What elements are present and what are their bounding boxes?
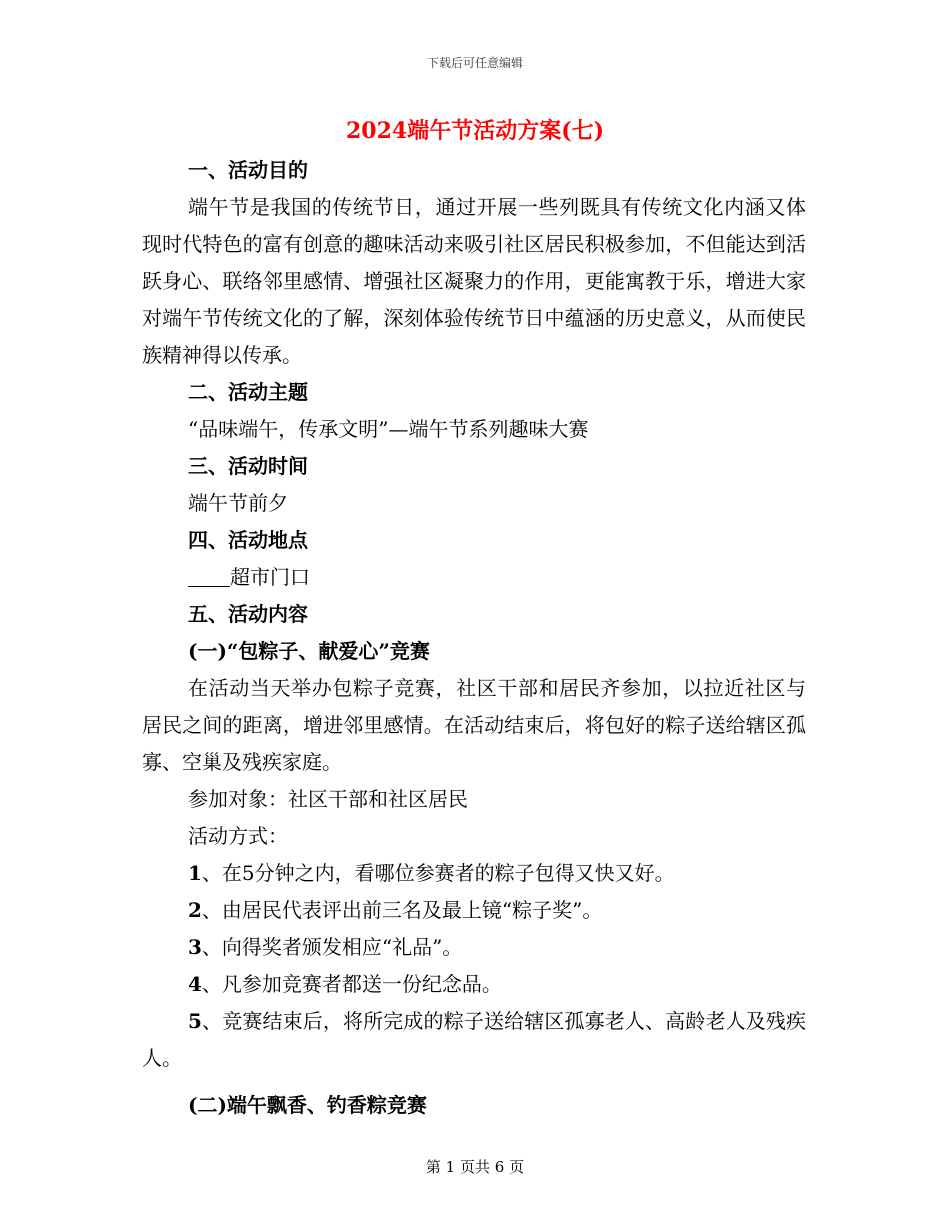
header-note: 下载后可任意编辑 [426, 56, 523, 70]
section-text-location [142, 559, 806, 596]
section-text-theme: “品味端午，传承文明”—端午节系列趣味大赛 [188, 417, 589, 441]
location-text: 超市门口 [230, 565, 310, 589]
subsection-heading-2: (二)端午飘香、钓香粽竞赛 [188, 1093, 427, 1117]
subsection-text-1: 在活动当天举办包粽子竞赛，社区干部和居民齐参加，以拉近社区与居民之间的距离，增进邻里感情。在活动结束后，将包好的粽子送给辖区孤寡、空巢及残疾家庭。 [142, 676, 806, 774]
list-item: 2、由居民代表评出前三名及最上镜“粽子奖”。 [188, 898, 603, 922]
document-body [142, 152, 806, 1124]
document-title: 2024端午节活动方案(七) [345, 118, 605, 144]
section-heading-location: 四、活动地点 [188, 528, 308, 552]
section-text-purpose: 端午节是我国的传统节日，通过开展一些列既具有传统文化内涵又体现时代特色的富有创意的趣味活动来吸引社区居民积极参加，不但能达到活跃身心、联络邻里感情、增强社区凝聚力的作用，更能寓教于乐，增进大家对端午节传统文化的了解，深刻体验传统节日中蕴涵的历史意义，从而使民族精神得以传承。 [142, 195, 806, 367]
section-heading-time: 三、活动时间 [188, 454, 308, 478]
section-heading-content: 五、活动内容 [188, 602, 308, 626]
section-heading-theme: 二、活动主题 [188, 380, 308, 404]
list-item: 1、在5分钟之内，看哪位参赛者的粽子包得又快又好。 [188, 861, 675, 885]
page-footer: 第 1 页共 6 页 [425, 1158, 525, 1176]
blank-underline [188, 564, 230, 587]
subsection-heading-1: (一)“包粽子、献爱心”竞赛 [188, 639, 430, 663]
section-heading-purpose: 一、活动目的 [188, 158, 308, 182]
list-item: 4、凡参加竞赛者都送一份纪念品。 [188, 972, 502, 996]
list-item: 5、竞赛结束后，将所完成的粽子送给辖区孤寡老人、高龄老人及残疾人。 [142, 1009, 806, 1070]
list-item: 3、向得奖者颁发相应“礼品”。 [188, 935, 463, 959]
participants-text: 参加对象：社区干部和社区居民 [188, 787, 468, 811]
section-text-time: 端午节前夕 [188, 491, 288, 515]
method-label: 活动方式： [188, 824, 288, 848]
